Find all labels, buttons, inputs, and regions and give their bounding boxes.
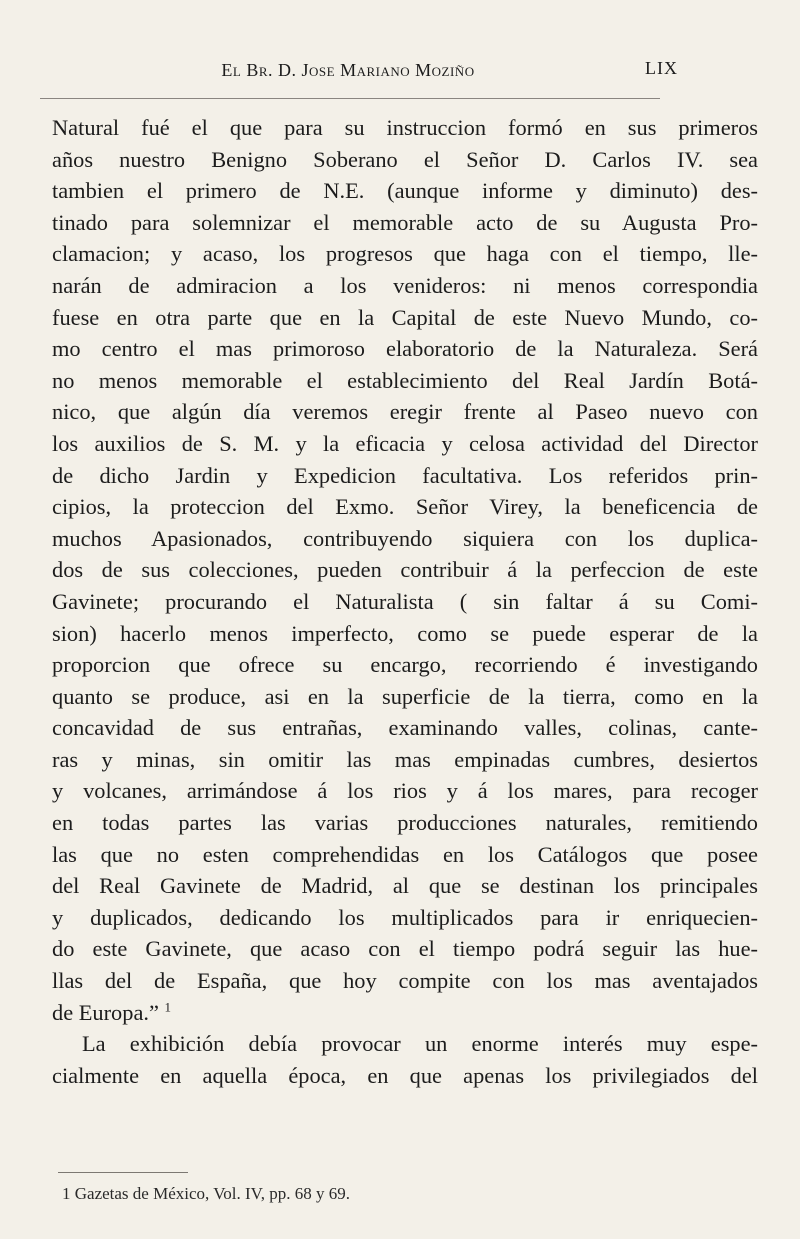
text-line: La exhibición debía provocar un enorme interés muy espe- <box>82 1031 758 1057</box>
text-line: del Real Gavinete de Madrid, al que se destinan los principales <box>52 873 758 899</box>
running-head: El Br. D. Jose Mariano Moziño <box>221 60 475 80</box>
text-line: no menos memorable el establecimiento del Real Jardín Botá- <box>52 367 758 393</box>
quote-end-line <box>52 997 758 1029</box>
page-number: LIX <box>645 58 678 78</box>
text-line: tambien el primero de N.E. (aunque informe y diminuto) des- <box>52 178 758 204</box>
text-line: fuese en otra parte que en la Capital de este Nuevo Mundo, co- <box>52 304 758 330</box>
footnote-marker: 1 <box>62 1184 71 1203</box>
text-line: los auxilios de S. M. y la eficacia y celosa actividad del Director <box>52 430 758 456</box>
text-line: cialmente en aquella época, en que apenas los privilegiados del <box>52 1062 758 1088</box>
text-line: años nuestro Benigno Soberano el Señor D. Carlos IV. sea <box>52 146 758 172</box>
text-line: cipios, la proteccion del Exmo. Señor Virey, la beneficencia de <box>52 494 758 520</box>
footnote-rule <box>58 1172 188 1173</box>
text-line: y volcanes, arrimándose á los rios y á los mares, para recoger <box>52 778 758 804</box>
text-line: las que no esten comprehendidas en los Catálogos que posee <box>52 841 758 867</box>
header-rule <box>40 98 660 99</box>
text-line: mo centro el mas primoroso elaboratorio de la Naturaleza. Será <box>52 336 758 362</box>
page-header <box>68 60 708 88</box>
footnote <box>62 1184 350 1204</box>
text-line: do este Gavinete, que acaso con el tiempo podrá seguir las hue- <box>52 936 758 962</box>
text-line: en todas partes las varias producciones naturales, remitiendo <box>52 810 758 836</box>
text-line: concavidad de sus entrañas, examinando valles, colinas, cante- <box>52 715 758 741</box>
text-line: narán de admiracion a los venideros: ni menos correspondia <box>52 272 758 298</box>
text-line: y duplicados, dedicando los multiplicados para ir enriquecien- <box>52 904 758 930</box>
text-line: dos de sus colecciones, pueden contribuir á la perfeccion de este <box>52 557 758 583</box>
text-line: quanto se produce, asi en la superficie de la tierra, como en la <box>52 683 758 709</box>
body-text <box>52 112 758 1091</box>
text-line: llas del de España, que hoy compite con los mas aventajados <box>52 968 758 994</box>
text-line: tinado para solemnizar el memorable acto de su Augusta Pro- <box>52 209 758 235</box>
footnote-reference[interactable]: 1 <box>164 999 172 1015</box>
text-line: de dicho Jardin y Expedicion facultativa. Los referidos prin- <box>52 462 758 488</box>
text-line: muchos Apasionados, contribuyendo siquiera con los duplica- <box>52 525 758 551</box>
footnote-text: Gazetas de México, Vol. IV, pp. 68 y 69. <box>74 1184 351 1203</box>
text-line: de Europa.” <box>52 999 159 1025</box>
text-line: Gavinete; procurando el Naturalista ( sin faltar á su Comi- <box>52 588 758 614</box>
text-line: Natural fué el que para su instruccion formó en sus primeros <box>52 115 758 140</box>
text-line: clamacion; y acaso, los progresos que haga con el tiempo, lle- <box>52 241 758 267</box>
text-line: ras y minas, sin omitir las mas empinadas cumbres, desiertos <box>52 746 758 772</box>
text-line: sion) hacerlo menos imperfecto, como se puede esperar de la <box>52 620 758 646</box>
text-line: proporcion que ofrece su encargo, recorriendo é investigando <box>52 652 758 678</box>
text-line: nico, que algún día veremos eregir frente al Paseo nuevo con <box>52 399 758 425</box>
